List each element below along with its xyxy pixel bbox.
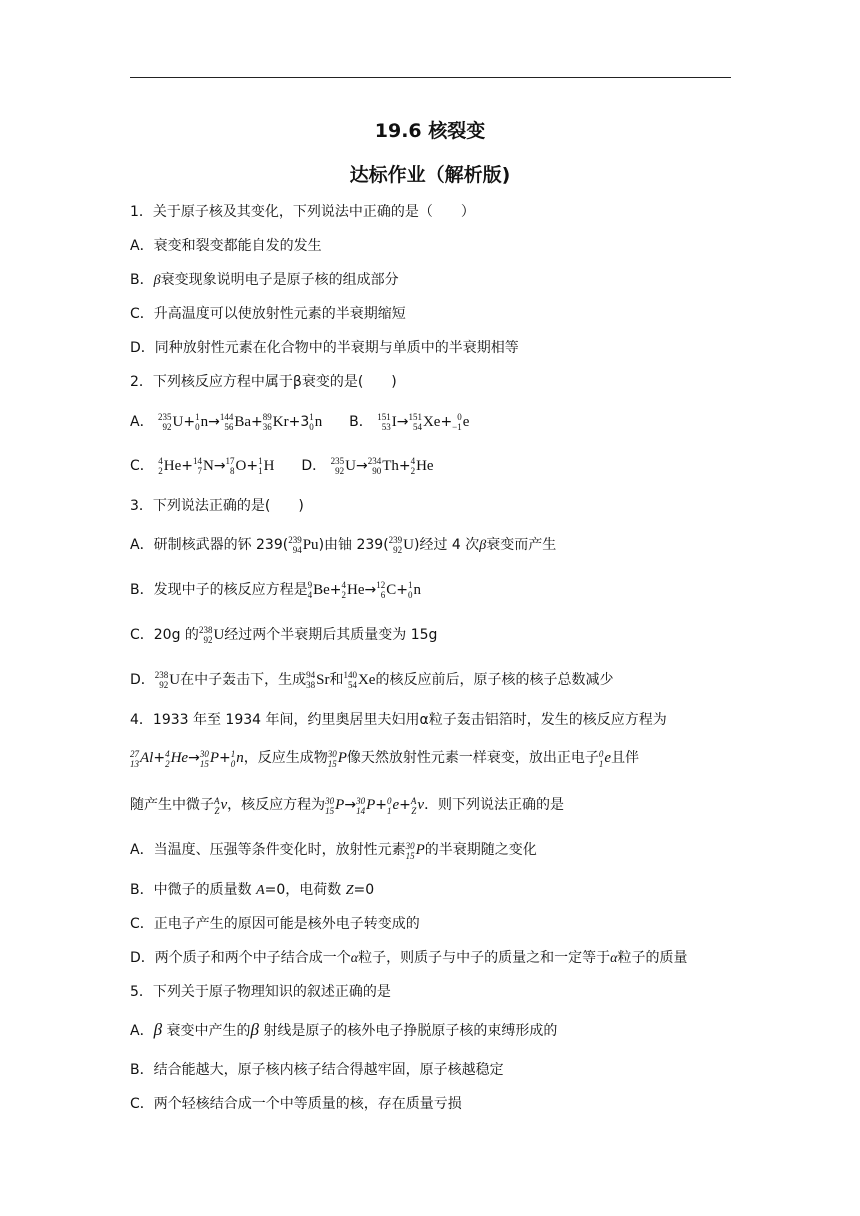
atomic-number: 56 xyxy=(224,422,234,432)
q2-stem: 2．下列核反应方程中属于β衰变的是( ) xyxy=(130,374,397,390)
nuclide-indices xyxy=(306,670,315,690)
element-symbol: P xyxy=(209,750,219,766)
nuclide-indices xyxy=(343,670,357,690)
nuclide-O17 xyxy=(226,458,247,474)
atomic-number: 92 xyxy=(203,635,213,645)
nuclide-indices xyxy=(214,796,220,816)
atomic-number: 1 xyxy=(598,758,604,769)
mass-number: 12 xyxy=(376,580,386,590)
nuclide-P30 xyxy=(327,748,347,769)
nuclide-indices xyxy=(387,796,392,816)
nuclide-n1 xyxy=(195,414,208,430)
atomic-number: 54 xyxy=(347,680,357,690)
mass-number: 0 xyxy=(598,748,604,759)
atomic-number: 0 xyxy=(195,422,200,432)
atomic-number: 92 xyxy=(393,545,403,555)
element-symbol: Kr xyxy=(272,414,289,430)
mass-number: 234 xyxy=(367,456,382,466)
nuclide-indices xyxy=(158,412,172,432)
nuclide-indices xyxy=(342,580,347,600)
atomic-number: 0 xyxy=(309,422,314,432)
element-symbol: He xyxy=(416,458,434,474)
nuclide-He4 xyxy=(411,458,434,474)
atomic-number: 15 xyxy=(199,758,209,769)
nuclide-e0p1 xyxy=(386,795,400,816)
element-symbol: He xyxy=(170,750,189,766)
nuclide-indices xyxy=(200,749,209,769)
element-symbol: Be xyxy=(313,582,330,598)
mass-number: 4 xyxy=(341,580,347,590)
atomic-number: 90 xyxy=(372,466,382,476)
mass-number: 238 xyxy=(198,625,213,635)
nuclide-indices xyxy=(231,749,236,769)
q3-option-a: A．研制核武器的钚 239( 239 94 Pu)由铀 239( 239 92 U)经过 4 次β衰变而产生 xyxy=(130,535,557,555)
mass-number: 144 xyxy=(219,412,234,422)
mass-number: 1 xyxy=(195,412,200,422)
nuclide-indices xyxy=(328,749,337,769)
atomic-number: −1 xyxy=(452,422,462,432)
mass-number: A xyxy=(410,795,417,806)
atomic-number: 1 xyxy=(258,466,263,476)
atomic-number: 15 xyxy=(405,850,415,861)
mass-number: 151 xyxy=(377,412,391,422)
nuclide-Be9 xyxy=(308,582,330,598)
nuclide-n1 xyxy=(309,414,322,430)
nuclide-nuAZ xyxy=(214,795,228,816)
nuclide-U238 xyxy=(155,672,180,688)
element-symbol: ν xyxy=(417,797,425,813)
atomic-number: 38 xyxy=(306,680,316,690)
nuclide-e0p1 xyxy=(598,748,612,769)
element-symbol: C xyxy=(386,582,397,598)
nuclide-indices xyxy=(288,535,302,555)
nuclide-indices xyxy=(308,580,313,600)
nuclide-indices xyxy=(406,841,415,861)
mass-number: 14 xyxy=(192,456,202,466)
element-symbol: Pu xyxy=(302,537,319,553)
mass-number: 1 xyxy=(230,748,236,759)
mass-number: 239 xyxy=(388,535,403,545)
nuclide-indices xyxy=(356,796,365,816)
nuclide-indices xyxy=(199,625,213,645)
nuclide-Si30 xyxy=(356,795,376,816)
nuclide-indices xyxy=(193,456,202,476)
q1-option-d: D．同种放射性元素在化合物中的半衰期与单质中的半衰期相等 xyxy=(130,340,519,356)
mass-number: 1 xyxy=(309,412,314,422)
nuclide-U238 xyxy=(199,627,224,643)
nuclide-n1 xyxy=(230,748,244,769)
nuclide-indices xyxy=(309,412,314,432)
atomic-number: 2 xyxy=(341,590,347,600)
atomic-number: Z xyxy=(411,805,417,816)
element-symbol: Sr xyxy=(316,672,330,688)
nuclide-He4 xyxy=(342,582,365,598)
element-symbol: He xyxy=(163,458,182,474)
atomic-number: 94 xyxy=(292,545,302,555)
element-symbol: P xyxy=(415,842,425,858)
nuclide-indices xyxy=(411,796,417,816)
q3-option-b: B．发现中子的核反应方程是 9 4 Be+ 4 2 He→ 12 6 C+ 1 0 n xyxy=(130,580,421,600)
nuclide-indices xyxy=(220,412,234,432)
element-symbol: U xyxy=(403,537,415,553)
nuclide-P30 xyxy=(199,748,219,769)
mass-number: 239 xyxy=(288,535,302,545)
nuclide-indices xyxy=(408,580,413,600)
mass-number: 140 xyxy=(343,670,357,680)
q3-option-d: D． 238 92 U在中子轰击下，生成 94 38 Sr和 140 54 Xe的核反应前后，原子核的核子总数减少 xyxy=(130,670,614,690)
element-symbol: He xyxy=(347,582,365,598)
nuclide-indices xyxy=(376,580,385,600)
nuclide-indices xyxy=(368,456,382,476)
atomic-number: 2 xyxy=(158,466,163,476)
mass-number: 30 xyxy=(199,748,209,759)
element-symbol: Al xyxy=(140,750,154,766)
nuclide-Kr89 xyxy=(263,414,289,430)
mass-number: 0 xyxy=(386,795,392,806)
atomic-number: 92 xyxy=(162,422,172,432)
element-symbol: P xyxy=(366,797,376,813)
mass-number: 30 xyxy=(405,840,415,851)
nuclide-indices xyxy=(331,456,345,476)
element-symbol: n xyxy=(314,414,323,430)
atomic-number: 0 xyxy=(230,758,236,769)
page-subtitle: 达标作业（解析版) xyxy=(349,164,511,186)
atomic-number: 0 xyxy=(408,590,413,600)
nuclide-indices xyxy=(155,670,169,690)
q1-option-b: B．β衰变现象说明电子是原子核的组成部分 xyxy=(130,272,399,288)
nuclide-I151 xyxy=(377,414,397,430)
element-symbol: U xyxy=(169,672,181,688)
element-symbol: P xyxy=(335,797,345,813)
element-symbol: n xyxy=(236,750,244,766)
nuclide-indices xyxy=(408,412,422,432)
q4-option-a: A．当温度、压强等条件变化时，放射性元素 30 15 P的半衰期随之变化 xyxy=(130,840,537,861)
mass-number: A xyxy=(214,795,220,806)
nuclide-nuAZ xyxy=(410,795,425,816)
q4-option-d: D．两个质子和两个中子结合成一个α粒子，则质子与中子的质量之和一定等于α粒子的质量 xyxy=(130,950,688,966)
element-symbol: Xe xyxy=(422,414,441,430)
atomic-number: Z xyxy=(214,805,220,816)
q1-option-a: A．衰变和裂变都能自发的发生 xyxy=(130,238,322,254)
mass-number: 235 xyxy=(330,456,345,466)
element-symbol: e xyxy=(604,750,612,766)
mass-number: 9 xyxy=(307,580,313,590)
nuclide-indices xyxy=(411,456,416,476)
nuclide-indices xyxy=(195,412,200,432)
nuclide-indices xyxy=(263,412,272,432)
nuclide-He4 xyxy=(165,748,189,769)
q4-option-c: C．正电子产生的原因可能是核外电子转变成的 xyxy=(130,916,420,932)
element-symbol: U xyxy=(213,627,225,643)
q4-equation-line: 27 13 Al+ 4 2 He→ 30 15 P+ 1 0 n，反应生成物 30 15 P像天然放射性元素一样衰变，放出正电子 0 1 e且伴 xyxy=(130,748,640,769)
q5-option-a: A．β 衰变中产生的β 射线是原子的核外电子挣脱原子核的束缚形成的 xyxy=(130,1020,558,1039)
atomic-number: 92 xyxy=(335,466,345,476)
element-symbol: P xyxy=(337,750,347,766)
element-symbol: n xyxy=(413,582,421,598)
q5-option-b: B．结合能越大，原子核内核子结合得越牢固，原子核越稳定 xyxy=(130,1062,504,1078)
mass-number: 30 xyxy=(327,748,337,759)
nuclide-indices xyxy=(389,535,403,555)
atomic-number: 4 xyxy=(307,590,313,600)
nuclide-Th234 xyxy=(368,458,399,474)
atomic-number: 14 xyxy=(356,805,366,816)
q4-stem: 4．1933 年至 1934 年间，约里奥居里夫妇用α粒子轰击铝箔时，发生的核反应方程为 xyxy=(130,712,667,728)
nuclide-He4 xyxy=(158,458,181,474)
nuclide-indices xyxy=(258,456,263,476)
mass-number: 238 xyxy=(154,670,169,680)
mass-number: 0 xyxy=(457,412,462,422)
mass-number: 89 xyxy=(262,412,272,422)
atomic-number: 92 xyxy=(159,680,169,690)
q4-decay-line: 随产生中微子 A Z ν，核反应方程为 30 15 P→ 30 14 P+ 0 1 e+ A Z ν．则下列说法正确的是 xyxy=(130,795,565,816)
nuclide-U235 xyxy=(158,414,183,430)
mass-number: 4 xyxy=(165,748,170,759)
element-symbol: O xyxy=(235,458,247,474)
element-symbol: N xyxy=(202,458,214,474)
nuclide-e0m1 xyxy=(452,414,469,430)
nuclide-U235 xyxy=(331,458,356,474)
mass-number: 30 xyxy=(356,795,366,806)
atomic-number: 2 xyxy=(410,466,416,476)
q1-stem: 1．关于原子核及其变化，下列说法中正确的是（ ） xyxy=(130,204,475,220)
header-rule xyxy=(130,77,731,78)
mass-number: 1 xyxy=(258,456,263,466)
nuclide-indices xyxy=(130,749,139,769)
q2-option-c: C． 4 2 He+ 14 7 N→ 17 8 O+ 1 1 H D． 235 92 U→ 234 90 Th+ 4 2 He xyxy=(130,456,434,476)
atomic-number: 15 xyxy=(327,758,337,769)
nuclide-Ba144 xyxy=(220,414,251,430)
mass-number: 235 xyxy=(158,412,172,422)
atomic-number: 36 xyxy=(262,422,272,432)
atomic-number: 2 xyxy=(165,758,170,769)
q4-option-b: B．中微子的质量数 A=0，电荷数 Z=0 xyxy=(130,882,375,898)
element-symbol: H xyxy=(263,458,275,474)
nuclide-indices xyxy=(599,749,604,769)
element-symbol: ν xyxy=(220,797,228,813)
nuclide-Xe151 xyxy=(408,414,440,430)
nuclide-indices xyxy=(226,456,235,476)
page-title: 19.6 核裂变 xyxy=(374,120,486,142)
atomic-number: 7 xyxy=(197,466,202,476)
nuclide-indices xyxy=(325,796,334,816)
q5-stem: 5．下列关于原子物理知识的叙述正确的是 xyxy=(130,984,391,1000)
nuclide-Sr94 xyxy=(306,672,329,688)
nuclide-indices xyxy=(377,412,391,432)
atomic-number: 15 xyxy=(325,805,335,816)
atomic-number: 1 xyxy=(386,805,392,816)
nuclide-C12 xyxy=(376,582,396,598)
atomic-number: 13 xyxy=(130,758,139,769)
nuclide-P30 xyxy=(325,795,345,816)
element-symbol: e xyxy=(392,797,400,813)
atomic-number: 6 xyxy=(380,590,386,600)
element-symbol: e xyxy=(462,414,470,430)
nuclide-n1 xyxy=(408,582,421,598)
element-symbol: U xyxy=(345,458,356,474)
atomic-number: 53 xyxy=(381,422,391,432)
element-symbol: I xyxy=(391,414,397,430)
element-symbol: n xyxy=(200,414,209,430)
mass-number: 1 xyxy=(408,580,413,590)
nuclide-U239 xyxy=(389,537,414,553)
atomic-number: 8 xyxy=(230,466,235,476)
mass-number: 4 xyxy=(158,456,163,466)
nuclide-indices xyxy=(452,412,462,432)
mass-number: 151 xyxy=(408,412,422,422)
nuclide-N14 xyxy=(193,458,214,474)
atomic-number: 54 xyxy=(412,422,422,432)
mass-number: 27 xyxy=(130,748,139,759)
mass-number: 30 xyxy=(325,795,335,806)
q5-option-c: C．两个轻核结合成一个中等质量的核，存在质量亏损 xyxy=(130,1096,462,1112)
element-symbol: Xe xyxy=(357,672,376,688)
element-symbol: Th xyxy=(382,458,399,474)
mass-number: 4 xyxy=(410,456,416,466)
q2-option-a: A． 235 92 U+ 1 0 n→ 144 56 Ba+ 89 36 Kr+3 1 0 n B． 151 53 I→ 151 54 Xe+ 0 −1 e xyxy=(130,412,470,432)
element-symbol: U xyxy=(172,414,184,430)
element-symbol: Ba xyxy=(234,414,252,430)
nuclide-Pu239 xyxy=(288,537,318,553)
nuclide-H1 xyxy=(258,458,274,474)
mass-number: 17 xyxy=(225,456,235,466)
nuclide-Xe140 xyxy=(343,672,375,688)
mass-number: 94 xyxy=(306,670,316,680)
nuclide-indices xyxy=(165,749,170,769)
nuclide-Al27 xyxy=(130,748,154,769)
nuclide-indices xyxy=(158,456,163,476)
q1-option-c: C．升高温度可以使放射性元素的半衰期缩短 xyxy=(130,306,406,322)
q3-stem: 3．下列说法正确的是( ) xyxy=(130,498,304,514)
q3-option-c: C．20g 的 238 92 U经过两个半衰期后其质量变为 15g xyxy=(130,625,438,645)
nuclide-P30 xyxy=(405,840,425,861)
